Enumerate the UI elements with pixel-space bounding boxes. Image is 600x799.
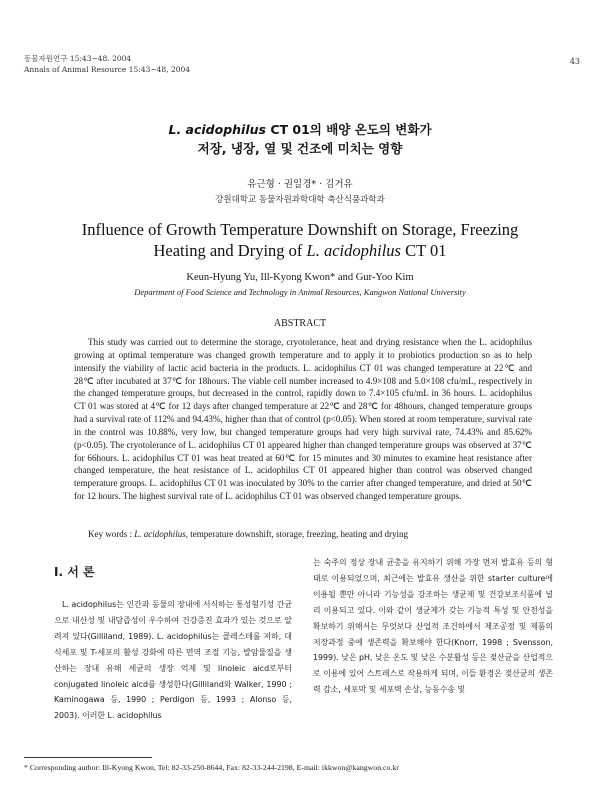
korean-affiliation: 강원대학교 동물자원과학대학 축산식품과학과	[215, 195, 385, 205]
footnote-corresponding-author: * Corresponding author: Ill-Kyong Kwon, Tel: 82-33-250-8644, Fax: 82-33-244-2198, E-mail: ikkwon@kangwon.co.kr	[24, 763, 399, 772]
intro-paragraph-left: L. acidophilus는 인간과 동물의 장내에 서식하는 통성혐기성 간균으로 내산성 및 내담즙성이 우수하여 건강증진 효과가 있는 것으로 알려져 있다(Gilliland, 1989). L. acidophilus는 콜레스테롤 저하, 대식세포 및 T-세포의 활성 강화에 따른 면역 조절 기능, 발암물질을 생산하는 장내 유해 세균의 생장 억제 및 linoleic aicd로부터 conjugated linoleic aicd를 생성한다(Gilliland와 Walker, 1990 ; Kaminogawa 등, 1990 ; Perdigon 등, 1993 ; Alonso 등, 2003). 이러한 L. acidophilus	[54, 600, 292, 721]
keywords	[88, 529, 408, 539]
section-heading-introduction: Ⅰ. 서 론	[54, 565, 95, 579]
english-authors: Keun-Hyung Yu, Ill-Kyong Kwon* and Gur-Yoo Kim	[186, 272, 414, 283]
species-name: L. acidophilus	[168, 122, 266, 137]
journal-citation-ko: 동물자원연구 15:43~48. 2004	[24, 54, 132, 63]
english-affiliation: Department of Food Science and Technology in Animal Resources, Kangwon National University	[134, 287, 466, 297]
abstract-body	[74, 336, 532, 503]
english-title-line2	[0, 241, 600, 261]
body-column-right	[313, 555, 553, 698]
korean-authors: 유근형 · 권일경* · 김거유	[247, 179, 353, 190]
body-column-left	[54, 597, 292, 724]
keywords-label: Key words :	[88, 529, 135, 539]
abstract-heading: ABSTRACT	[273, 318, 327, 329]
keywords-italic: L. acidophilus,	[134, 529, 189, 539]
korean-title-line1	[0, 120, 600, 138]
korean-title-line2: 저장, 냉장, 열 및 건조에 미치는 영향	[197, 141, 403, 156]
species-name: L. acidophilus	[306, 241, 401, 260]
page-number: 43	[569, 57, 580, 66]
keywords-list: temperature downshift, storage, freezing, heating and drying	[188, 529, 408, 539]
intro-paragraph-right: 는 숙주의 정상 장내 균총을 유지하기 위해 가장 먼저 발효유 등의 형태로 이용되었으며, 최근에는 발효유 생산을 위한 starter culture에 이용될 뿐만 아니라 기능성을 강조하는 생균제 및 건강보조식품에 널리 이용되고 있다. 이와 같이 생균제가 갖는 기능적 특성 및 안전성을 확보하기 위해서는 무엇보다 산업적 조건하에서 제조공정 및 제품의 저장과정 중에 생존력을 확보해야 한다(Knorr, 1998 ; Svensson, 1999). 낮은 pH, 낮은 온도 및 낮은 수분활성 등은 젖산균을 산업적으로 이용에 있어 스트레스로 작용하게 되며, 이들 환경은 젖산균의 생존력 감소, 세포막 및 세포벽 손상, 능동수송 및	[313, 558, 553, 695]
journal-citation-en: Annals of Animal Resource 15:43~48, 2004	[24, 65, 191, 74]
running-header	[24, 53, 190, 75]
korean-title-line1-rest: CT 01의 배양 온도의 변화가	[265, 122, 432, 137]
footnote-rule	[24, 757, 152, 758]
english-title-line2-post: CT 01	[400, 241, 447, 260]
abstract-text: This study was carried out to determine the storage, cryotolerance, heat and drying resistance when the L. acidophilus growing at optimal temperature was changed growth temperature and to apply it to probiotics production so as to help intensify the viability of lactic acid bacteria in the products. L. acidophilus CT 01 was changed temperature at 22℃ and 28℃ after incubated at 37℃ for 18hours. The viable cell number increased to 4.9×108 and 5.0×108 cfu/mL, respectively in the changed temperature groups, but decreased in the control, rapidly down to 7.4×105 cfu/mL in 36 hours. L. acidophilus CT 01 was stored at 4℃ for 12 days after changed temperature at 22℃ and 28℃ for 48hours, changed temperature groups had a survival rate of 112% and 94.43%, higher than that of control (p<0.05). When stored at room temperature, survival rate in the control was 10.88%, very low, but changed temperature groups had very high survival rate, 74.43% and 85.62% (p<0.05). The cryotolerance of L. acidophilus CT 01 appeared higher than changed temperature groups was observed at 37℃ for 66hours. L. acidophilus CT 01 was heat treated at 60℃ for 15 minutes and 30 minutes to examine heat resistance after changed temperature, the heat resistance of L. acidophilus CT 01 appeared higher than control was observed changed temperature groups. L. acidophilus CT 01 was inoculated by 30% to the carrier after changed temperature, and dried at 50℃ for 12 hours. The highest survival rate of L. acidophilus CT 01 was observed changed temperature groups.	[74, 337, 532, 502]
english-title-line2-pre: Heating and Drying of	[153, 241, 307, 260]
english-title-line1: Influence of Growth Temperature Downshift on Storage, Freezing	[81, 220, 519, 239]
